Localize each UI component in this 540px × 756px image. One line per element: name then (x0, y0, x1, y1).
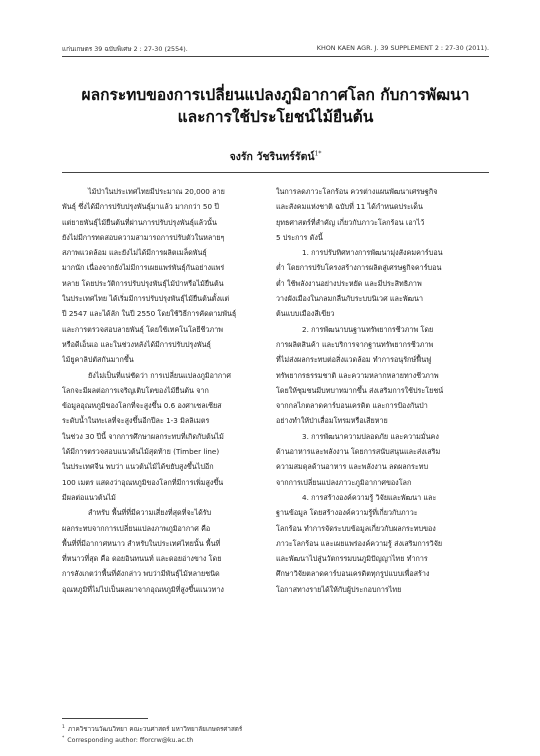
body-line: ต่ำ โดยการปรับโครงสร้างการผลิตสู่เศรษฐกิจคาร์บอน (276, 263, 442, 273)
body-line: ต่ำ ใช้พลังงานอย่างประหยัด และมีประสิทธิภาพ (276, 278, 422, 288)
body-line: ไม้ยูคาลิปตัสกันมากขึ้น (62, 355, 134, 365)
body-line: และพัฒนาไปสู่นวัตกรรมบนภูมิปัญญาไทย ทำการ (276, 554, 428, 564)
body-line: 4. การสร้างองค์ความรู้ วิจัยและพัฒนา และ (302, 492, 437, 502)
footnote-mark: * (62, 736, 65, 741)
footnote-corresponding-author (62, 736, 193, 744)
body-line: อย่างทำให้ป่าเสื่อมโทรมหรือเสียหาย (276, 416, 388, 426)
running-header-thai: แก่นเกษตร 39 ฉบับพิเศษ 2 : 27-30 (2554). (62, 45, 188, 53)
body-line: 5 ประการ ดังนี้ (276, 232, 323, 242)
author-name: จงรัก วัชรินทร์รัตน์ (229, 151, 315, 163)
footnote-mark: 1 (62, 724, 65, 730)
author-line (62, 148, 489, 165)
body-line: ในช่วง 30 ปีนี้ จากการศึกษาผลกระทบที่เกิดกับต้นไม้ (62, 431, 224, 441)
header-rule (62, 56, 489, 57)
body-line: ข้อมูลอุณหภูมิของโลกที่จะสูงขึ้น 0.6 องศาเซลเซียส (62, 401, 222, 411)
body-line: และการตรวจสอบลายพันธุ์ โดยใช้เทคโนโลยีชีวภาพ (62, 324, 223, 334)
body-line: ทรัพยากรธรรมชาติ และความหลากหลายทางชีวภาพ (276, 370, 439, 380)
body-line: ความสมดุลด้านอาหาร และพลังงาน ลดผลกระทบ (276, 462, 429, 472)
body-line: จากกลไกตลาดคาร์บอนเครดิต และการป้องกันป่า (276, 401, 428, 411)
body-line: วางผังเมืองในกลมกลืนกับระบบนิเวศ และพัฒนา (276, 294, 423, 304)
body-line: อุณหภูมิที่ไม่ไปเป็นผลมาจากอุณหภูมิที่สูงขึ้นแนวทาง (62, 584, 224, 594)
body-line: มีผลต่อแนวต้นไม้ (62, 492, 116, 502)
body-line: 1. การปรับทิศทางการพัฒนามุ่งสังคมคาร์บอน (302, 248, 443, 258)
article-title-line-1: ผลกระทบของการเปลี่ยนแปลงภูมิอากาศโลก กับการพัฒนา (81, 85, 470, 104)
body-line: ไม้ป่าในประเทศไทยมีประมาณ 20,000 ลาย (88, 187, 225, 196)
footnote-text: Corresponding author: fforcrw@ku.ac.th (67, 737, 194, 745)
body-line: โลกร้อน ทำการจัดระบบข้อมูลเกี่ยวกับผลกระทบของ (276, 523, 436, 533)
body-line: ยุทธศาสตร์ที่สำคัญ เกี่ยวกับภาวะโลกร้อน เอาไว้ (276, 217, 425, 227)
body-line: ยังไม่มีการทดสอบความสามารถการปรับตัวในหลายๆ (62, 232, 225, 242)
body-line: ในการลดภาวะโลกร้อน ควรต่างแผนพัฒนาเศรษฐกิจ (276, 187, 438, 196)
body-line: ที่ไม่ส่งผลกระทบต่อสิ่งแวดล้อม ทำการอนุรักษ์ฟื้นฟู (276, 355, 432, 365)
article-title-line-2: และการใช้ประโยชน์ไม้ยืนต้น (177, 107, 374, 126)
running-header-english: KHON KAEN AGR. J. 39 SUPPLEMENT 2 : 27-30 (2011). (316, 44, 489, 52)
body-line: สภาพแวดล้อม และยังไม่ได้มีการผลิตเมล็ดพันธุ์ (62, 248, 207, 258)
body-line: และสังคมแห่งชาติ ฉบับที่ 11 ได้กำหนดประเด็น (276, 202, 423, 212)
body-line: ยังไม่เป็นที่แน่ชัดว่า การเปลี่ยนแปลงภูมิอากาศ (88, 370, 231, 380)
body-line: โอกาสทางรายได้ให้กับผู้ประกอบการไทย (276, 584, 402, 594)
body-line: 100 เมตร แสดงว่าอุณหภูมิของโลกที่มีการเพิ่มสูงขึ้น (62, 477, 224, 487)
body-line: ฐานข้อมูล โดยสร้างองค์ความรู้ที่เกี่ยวกับภาวะ (276, 508, 418, 518)
body-column-right (276, 184, 482, 597)
body-line: ด้านอาหารและพลังงาน โดยการสนับสนุนและส่งเสริม (276, 447, 441, 457)
body-line: สำหรับ พื้นที่ที่มีความเสี่ยงที่สุดที่จะได้รับ (88, 508, 212, 518)
body-line: ในประเทศจีน พบว่า แนวต้นไม้ได้ขยับสูงขึ้นไปอีก (62, 462, 214, 472)
body-line: ในประเทศไทย ได้เริ่มมีการปรับปรุงพันธุ์ไม้ยืนต้นตั้งแต่ (62, 294, 230, 304)
body-line: ที่หนาวที่สุด คือ ดอยอินทนนท์ และดอยอ่างขาง โดย (62, 554, 222, 564)
footnote-affiliation (62, 724, 242, 734)
body-line: โลกจะมีผลต่อการเจริญเติบโตของไม้ยืนต้น จาก (62, 385, 209, 395)
body-line: จากการเปลี่ยนแปลงภาวะภูมิอากาศของโลก (276, 477, 412, 487)
body-line: 2. การพัฒนาบนฐานทรัพยากรชีวภาพ โดย (302, 324, 434, 334)
footnote-text: ภาควิชาวนวัฒนวิทยา คณะวนศาสตร์ มหาวิทยาลัยเกษตรศาสตร์ (67, 726, 243, 733)
body-line: ภาวะโลกร้อน และเผยแพร่องค์ความรู้ ส่งเสริมการวิจัย (276, 538, 443, 548)
body-column-left (62, 184, 268, 597)
body-line: โดยให้ชุมชนมีบทบาทมากขึ้น ส่งเสริมการใช้ประโยชน์ (276, 385, 444, 395)
body-line: ระดับน้ำในทะเลที่จะสูงขึ้นอีกปีละ 1-3 มิลลิเมตร (62, 416, 210, 426)
body-line: ต้นแบบเมืองสีเขียว (276, 309, 335, 319)
body-line: ปี 2547 และได้ลัก ในปี 2550 โดยใช้วิธีการคัดตามพันธุ์ (62, 309, 237, 319)
body-line: การสังเกตว่าพื้นที่ดังกล่าว พบว่ามีพันธุ์ไม้หลายชนิด (62, 569, 220, 579)
body-line: ศึกษาวิจัยตลาดคาร์บอนเครดิตทุกรูปแบบเพื่อสร้าง (276, 569, 430, 579)
body-line: ผลกระทบจากการเปลี่ยนแปลงภาพภูมิอากาศ คือ (62, 523, 211, 533)
body-line: แต่ยายพันธุ์ไม้ยืนต้นที่ผ่านการปรับปรุงพันธุ์แล้วนั้น (62, 217, 217, 227)
body-line: 3. การพัฒนาความปลอดภัย และความมั่นคง (302, 431, 439, 441)
body-line: การผลิตสินค้า และบริการจากฐานทรัพยากรชีวภาพ (276, 339, 434, 349)
title-rule (62, 172, 489, 173)
body-line: พันธุ์ ซึ่งได้มีการปรับปรุงพันธุ์มาแล้ว มากกว่า 50 ปี (62, 202, 219, 212)
footnote-rule (62, 718, 148, 719)
body-line: มากนัก เนื่องจากยังไม่มีการเผยแพร่พันธุ์กันอย่างแพร่ (62, 263, 225, 273)
body-line: พื้นที่ที่มีอากาศหนาว สำหรับในประเทศไทยนั้น พื้นที่ (62, 538, 221, 548)
body-line: ได้มีการตรวจสอบแนวต้นไม้สุดท้าย (Timber line) (62, 447, 220, 457)
body-line: หรือดีเอ็นเอ และในช่วงหลังได้มีการปรับปรุงพันธุ์ (62, 339, 211, 349)
author-affiliation-mark: 1* (314, 150, 322, 158)
body-line: หลาย โดยประวัติการปรับปรุงพันธุ์ไม้ป่าหรือไม้ยืนต้น (62, 278, 224, 288)
